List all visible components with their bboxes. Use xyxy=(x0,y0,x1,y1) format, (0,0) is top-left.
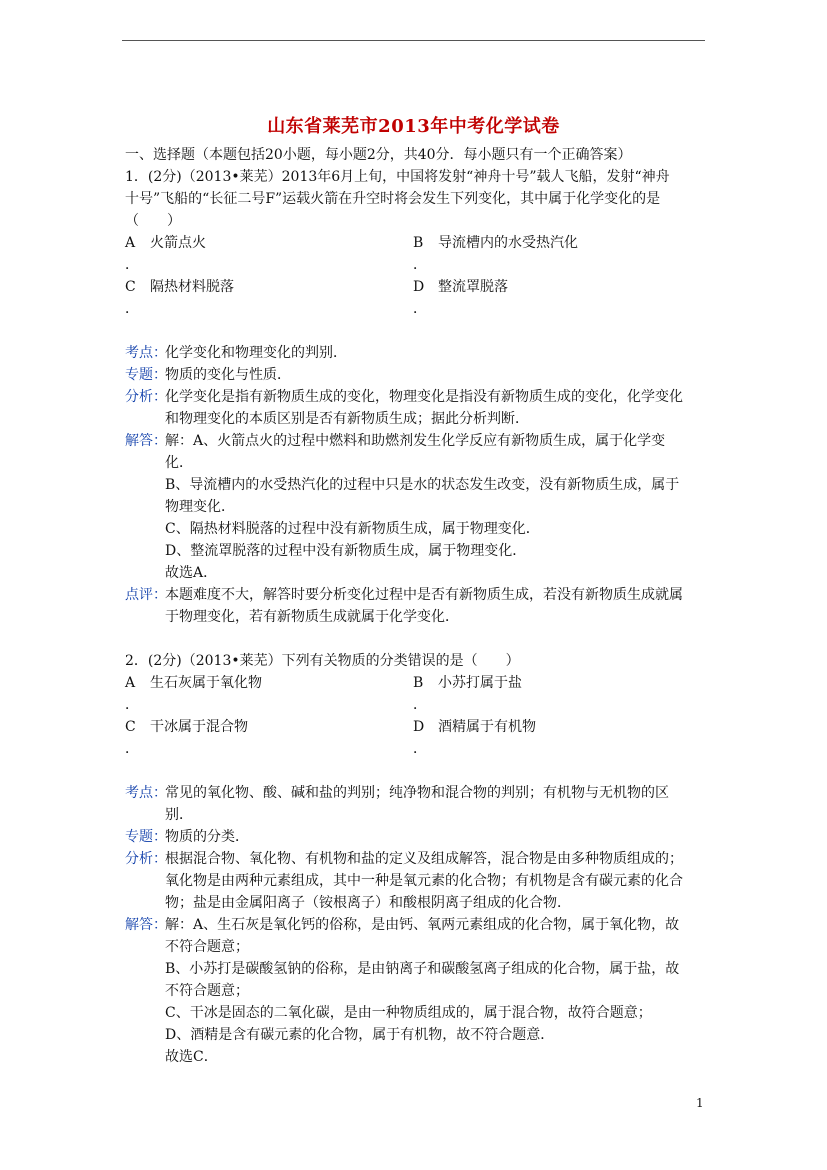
section-heading: 一、选择题（本题包括20小题，每小题2分，共40分．每小题只有一个正确答案） xyxy=(125,147,632,163)
option-text: 导流槽内的水受热汽化 xyxy=(438,235,578,251)
option-text: 隔热材料脱落 xyxy=(150,279,234,295)
fenxi-block xyxy=(125,386,705,430)
question-1 xyxy=(125,166,705,628)
jieda-line: B、导流槽内的水受热汽化的过程中只是水的状态发生改变，没有新物质生成，属于 xyxy=(165,477,680,493)
option-letter: B xyxy=(413,235,424,251)
kaodian-text: 化学变化和物理变化的判别． xyxy=(165,345,347,361)
fenxi-block xyxy=(125,848,705,914)
option-letter: B xyxy=(413,675,424,691)
zhuanti-text: 物质的变化与性质． xyxy=(165,367,291,383)
option-text: 干冰属于混合物 xyxy=(150,719,248,735)
kaodian-line: 常见的氧化物、酸、碱和盐的判别；纯净物和混合物的判别；有机物与无机物的区 xyxy=(165,785,669,801)
kaodian-block xyxy=(125,782,705,826)
option-d xyxy=(413,276,508,298)
jieda-label: 解答： xyxy=(125,433,167,449)
jieda-line: 故选C． xyxy=(165,1049,218,1065)
option-text: 生石灰属于氧化物 xyxy=(150,675,262,691)
kaodian-line: 别． xyxy=(165,807,193,823)
kaodian-label: 考点： xyxy=(125,785,167,801)
dianping-line: 本题难度不大，解答时要分析变化过程中是否有新物质生成，若没有新物质生成就属 xyxy=(165,587,683,603)
option-dot: ． xyxy=(125,741,139,757)
option-dot-row xyxy=(125,298,705,320)
option-text: 火箭点火 xyxy=(150,235,206,251)
option-text: 整流罩脱落 xyxy=(438,279,508,295)
option-row xyxy=(125,232,705,254)
fenxi-line: 物；盐是由金属阳离子（铵根离子）和酸根阴离子组成的化合物． xyxy=(165,895,571,911)
zhuanti-label: 专题： xyxy=(125,367,167,383)
option-dot: ． xyxy=(125,257,139,273)
option-dot: ． xyxy=(413,741,427,757)
jieda-line: B、小苏打是碳酸氢钠的俗称，是由钠离子和碳酸氢离子组成的化合物，属于盐，故 xyxy=(165,961,680,977)
option-letter: D xyxy=(413,279,425,295)
option-row xyxy=(125,716,705,738)
option-letter: A xyxy=(125,675,136,691)
dianping-line: 于物理变化，若有新物质生成就属于化学变化． xyxy=(165,609,459,625)
header-rule xyxy=(122,40,705,41)
jieda-line: 物理变化． xyxy=(165,499,235,515)
option-a xyxy=(125,672,262,694)
option-b xyxy=(413,672,522,694)
jieda-line: 解：A、生石灰是氧化钙的俗称，是由钙、氧两元素组成的化合物，属于氧化物，故 xyxy=(165,917,680,933)
jieda-label: 解答： xyxy=(125,917,167,933)
option-letter: A xyxy=(125,235,136,251)
fenxi-line: 和物理变化的本质区别是否有新物质生成；据此分析判断． xyxy=(165,411,529,427)
jieda-line: D、酒精是含有碳元素的化合物，属于有机物，故不符合题意． xyxy=(165,1027,555,1043)
question-stem-line: （ ） xyxy=(125,213,181,229)
fenxi-line: 化学变化是指有新物质生成的变化，物理变化是指没有新物质生成的变化，化学变化 xyxy=(165,389,683,405)
dianping-block xyxy=(125,584,705,628)
option-dot: ． xyxy=(413,257,427,273)
question-2 xyxy=(125,650,705,1068)
option-c xyxy=(125,716,248,738)
jieda-line: 不符合题意； xyxy=(165,983,249,999)
page-number: 1 xyxy=(696,1096,704,1110)
option-d xyxy=(413,716,536,738)
question-stem-line: 2．(2分)（2013•莱芜）下列有关物质的分类错误的是（ ） xyxy=(125,653,520,669)
fenxi-label: 分析： xyxy=(125,851,167,867)
fenxi-label: 分析： xyxy=(125,389,167,405)
option-c xyxy=(125,276,234,298)
option-dot-row xyxy=(125,254,705,276)
zhuanti-block xyxy=(125,364,705,386)
option-row xyxy=(125,276,705,298)
jieda-block xyxy=(125,430,705,584)
jieda-block xyxy=(125,914,705,1068)
option-dot-row xyxy=(125,694,705,716)
page-title: 山东省莱芜市2013年中考化学试卷 xyxy=(267,116,560,137)
kaodian-label: 考点： xyxy=(125,345,167,361)
exam-content xyxy=(125,144,705,1068)
option-letter: C xyxy=(125,719,136,735)
jieda-line: 解：A、火箭点火的过程中燃料和助燃剂发生化学反应有新物质生成，属于化学变 xyxy=(165,433,666,449)
jieda-line: C、隔热材料脱落的过程中没有新物质生成，属于物理变化． xyxy=(165,521,540,537)
option-dot: ． xyxy=(125,697,139,713)
zhuanti-text: 物质的分类． xyxy=(165,829,249,845)
option-letter: D xyxy=(413,719,425,735)
option-text: 小苏打属于盐 xyxy=(438,675,522,691)
jieda-line: 化． xyxy=(165,455,193,471)
option-row xyxy=(125,672,705,694)
option-dot: ． xyxy=(413,697,427,713)
kaodian-block xyxy=(125,342,705,364)
jieda-line: 不符合题意； xyxy=(165,939,249,955)
jieda-line: D、整流罩脱落的过程中没有新物质生成，属于物理变化． xyxy=(165,543,527,559)
option-a xyxy=(125,232,206,254)
zhuanti-label: 专题： xyxy=(125,829,167,845)
fenxi-line: 根据混合物、氧化物、有机物和盐的定义及组成解答，混合物是由多种物质组成的； xyxy=(165,851,683,867)
jieda-line: 故选A． xyxy=(165,565,218,581)
fenxi-line: 氧化物是由两种元素组成，其中一种是氧元素的化合物；有机物是含有碳元素的化合 xyxy=(165,873,683,889)
option-letter: C xyxy=(125,279,136,295)
option-b xyxy=(413,232,578,254)
option-dot: ． xyxy=(413,301,427,317)
dianping-label: 点评： xyxy=(125,587,167,603)
jieda-line: C、干冰是固态的二氧化碳，是由一种物质组成的，属于混合物，故符合题意； xyxy=(165,1005,652,1021)
question-stem-line: 1．(2分)（2013•莱芜）2013年6月上旬，中国将发射“神舟十号”载人飞船，发射“神舟 xyxy=(125,169,670,185)
option-dot: ． xyxy=(125,301,139,317)
option-text: 酒精属于有机物 xyxy=(438,719,536,735)
question-stem-line: 十号”飞船的“长征二号F”运载火箭在升空时将会发生下列变化，其中属于化学变化的是 xyxy=(125,191,661,207)
option-dot-row xyxy=(125,738,705,760)
zhuanti-block xyxy=(125,826,705,848)
